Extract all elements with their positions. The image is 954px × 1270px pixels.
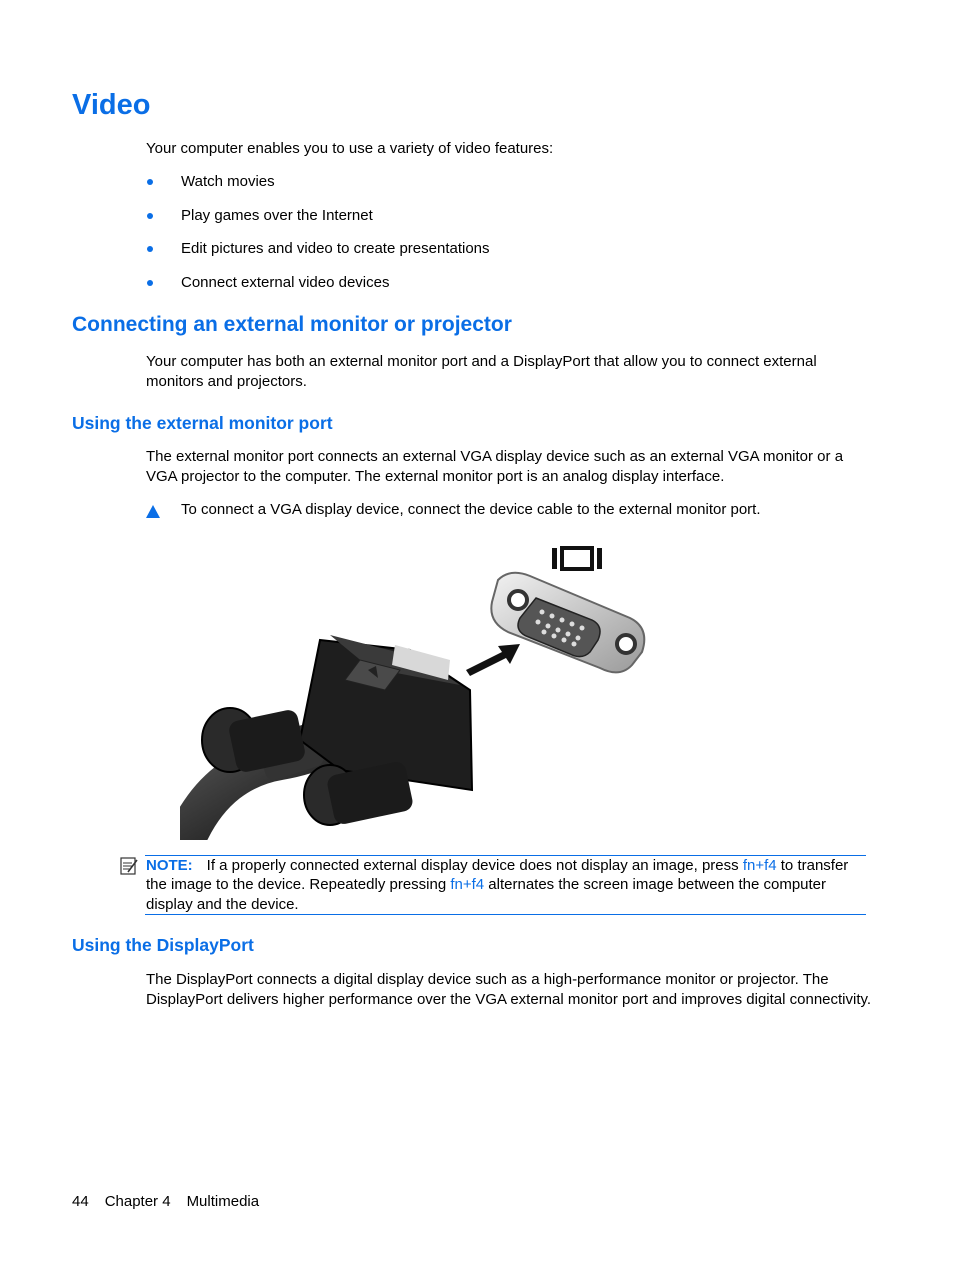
bullet-dot-icon xyxy=(147,179,153,185)
note-text: NOTE: If a properly connected external display device does not display an image, press fn+f4 to transfer the image to the device. Repeatedly pressing fn+f4 alternates the screen image between the computer display and the device. xyxy=(146,857,849,913)
chapter-title: Multimedia xyxy=(186,1193,260,1210)
subsection-heading-monitor-port: Using the external monitor port xyxy=(72,413,333,433)
section-body: Your computer has both an external monitor port and a DisplayPort that allow you to connect external monitors and projectors. xyxy=(146,353,817,390)
vga-connection-illustration xyxy=(180,540,660,840)
monitor-port-body: The external monitor port connects an external VGA display device such as an external VGA monitor or a VGA projector to the computer. The external monitor port is an analog display interface. xyxy=(146,448,844,485)
chapter-label: Chapter 4 xyxy=(104,1193,171,1210)
bullet-dot-icon xyxy=(147,246,153,252)
step-triangle-icon xyxy=(146,505,160,518)
subsection-heading-displayport: Using the DisplayPort xyxy=(72,935,254,955)
vga-port-icon xyxy=(552,548,602,569)
page-number: 44 xyxy=(72,1193,89,1210)
note-label: NOTE: xyxy=(146,857,193,874)
page-footer xyxy=(72,1193,275,1210)
intro-text: Your computer enables you to use a variety of video features: xyxy=(146,140,554,157)
vga-connector xyxy=(202,635,472,826)
step-text: To connect a VGA display device, connect the device cable to the external monitor port. xyxy=(181,501,761,518)
note-pad-icon xyxy=(120,856,138,876)
bullet-dot-icon xyxy=(147,280,153,286)
section-heading: Connecting an external monitor or projector xyxy=(72,313,512,336)
bullet-dot-icon xyxy=(147,213,153,219)
list-item: Watch movies xyxy=(146,172,490,206)
key-fn-f4: fn+f4 xyxy=(450,876,485,894)
list-item: Edit pictures and video to create presentations xyxy=(146,239,490,273)
list-item: Connect external video devices xyxy=(146,273,490,307)
page-title: Video xyxy=(72,89,151,121)
feature-list xyxy=(146,172,490,306)
vga-port xyxy=(491,573,644,673)
list-item: Play games over the Internet xyxy=(146,206,490,240)
key-fn-f4: fn+f4 xyxy=(742,857,777,874)
displayport-body: The DisplayPort connects a digital display device such as a high-performance monitor or projector. The DisplayPort delivers higher performance over the VGA external monitor port and improves digital connectivity. xyxy=(146,971,872,1008)
arrow-icon xyxy=(466,644,520,676)
